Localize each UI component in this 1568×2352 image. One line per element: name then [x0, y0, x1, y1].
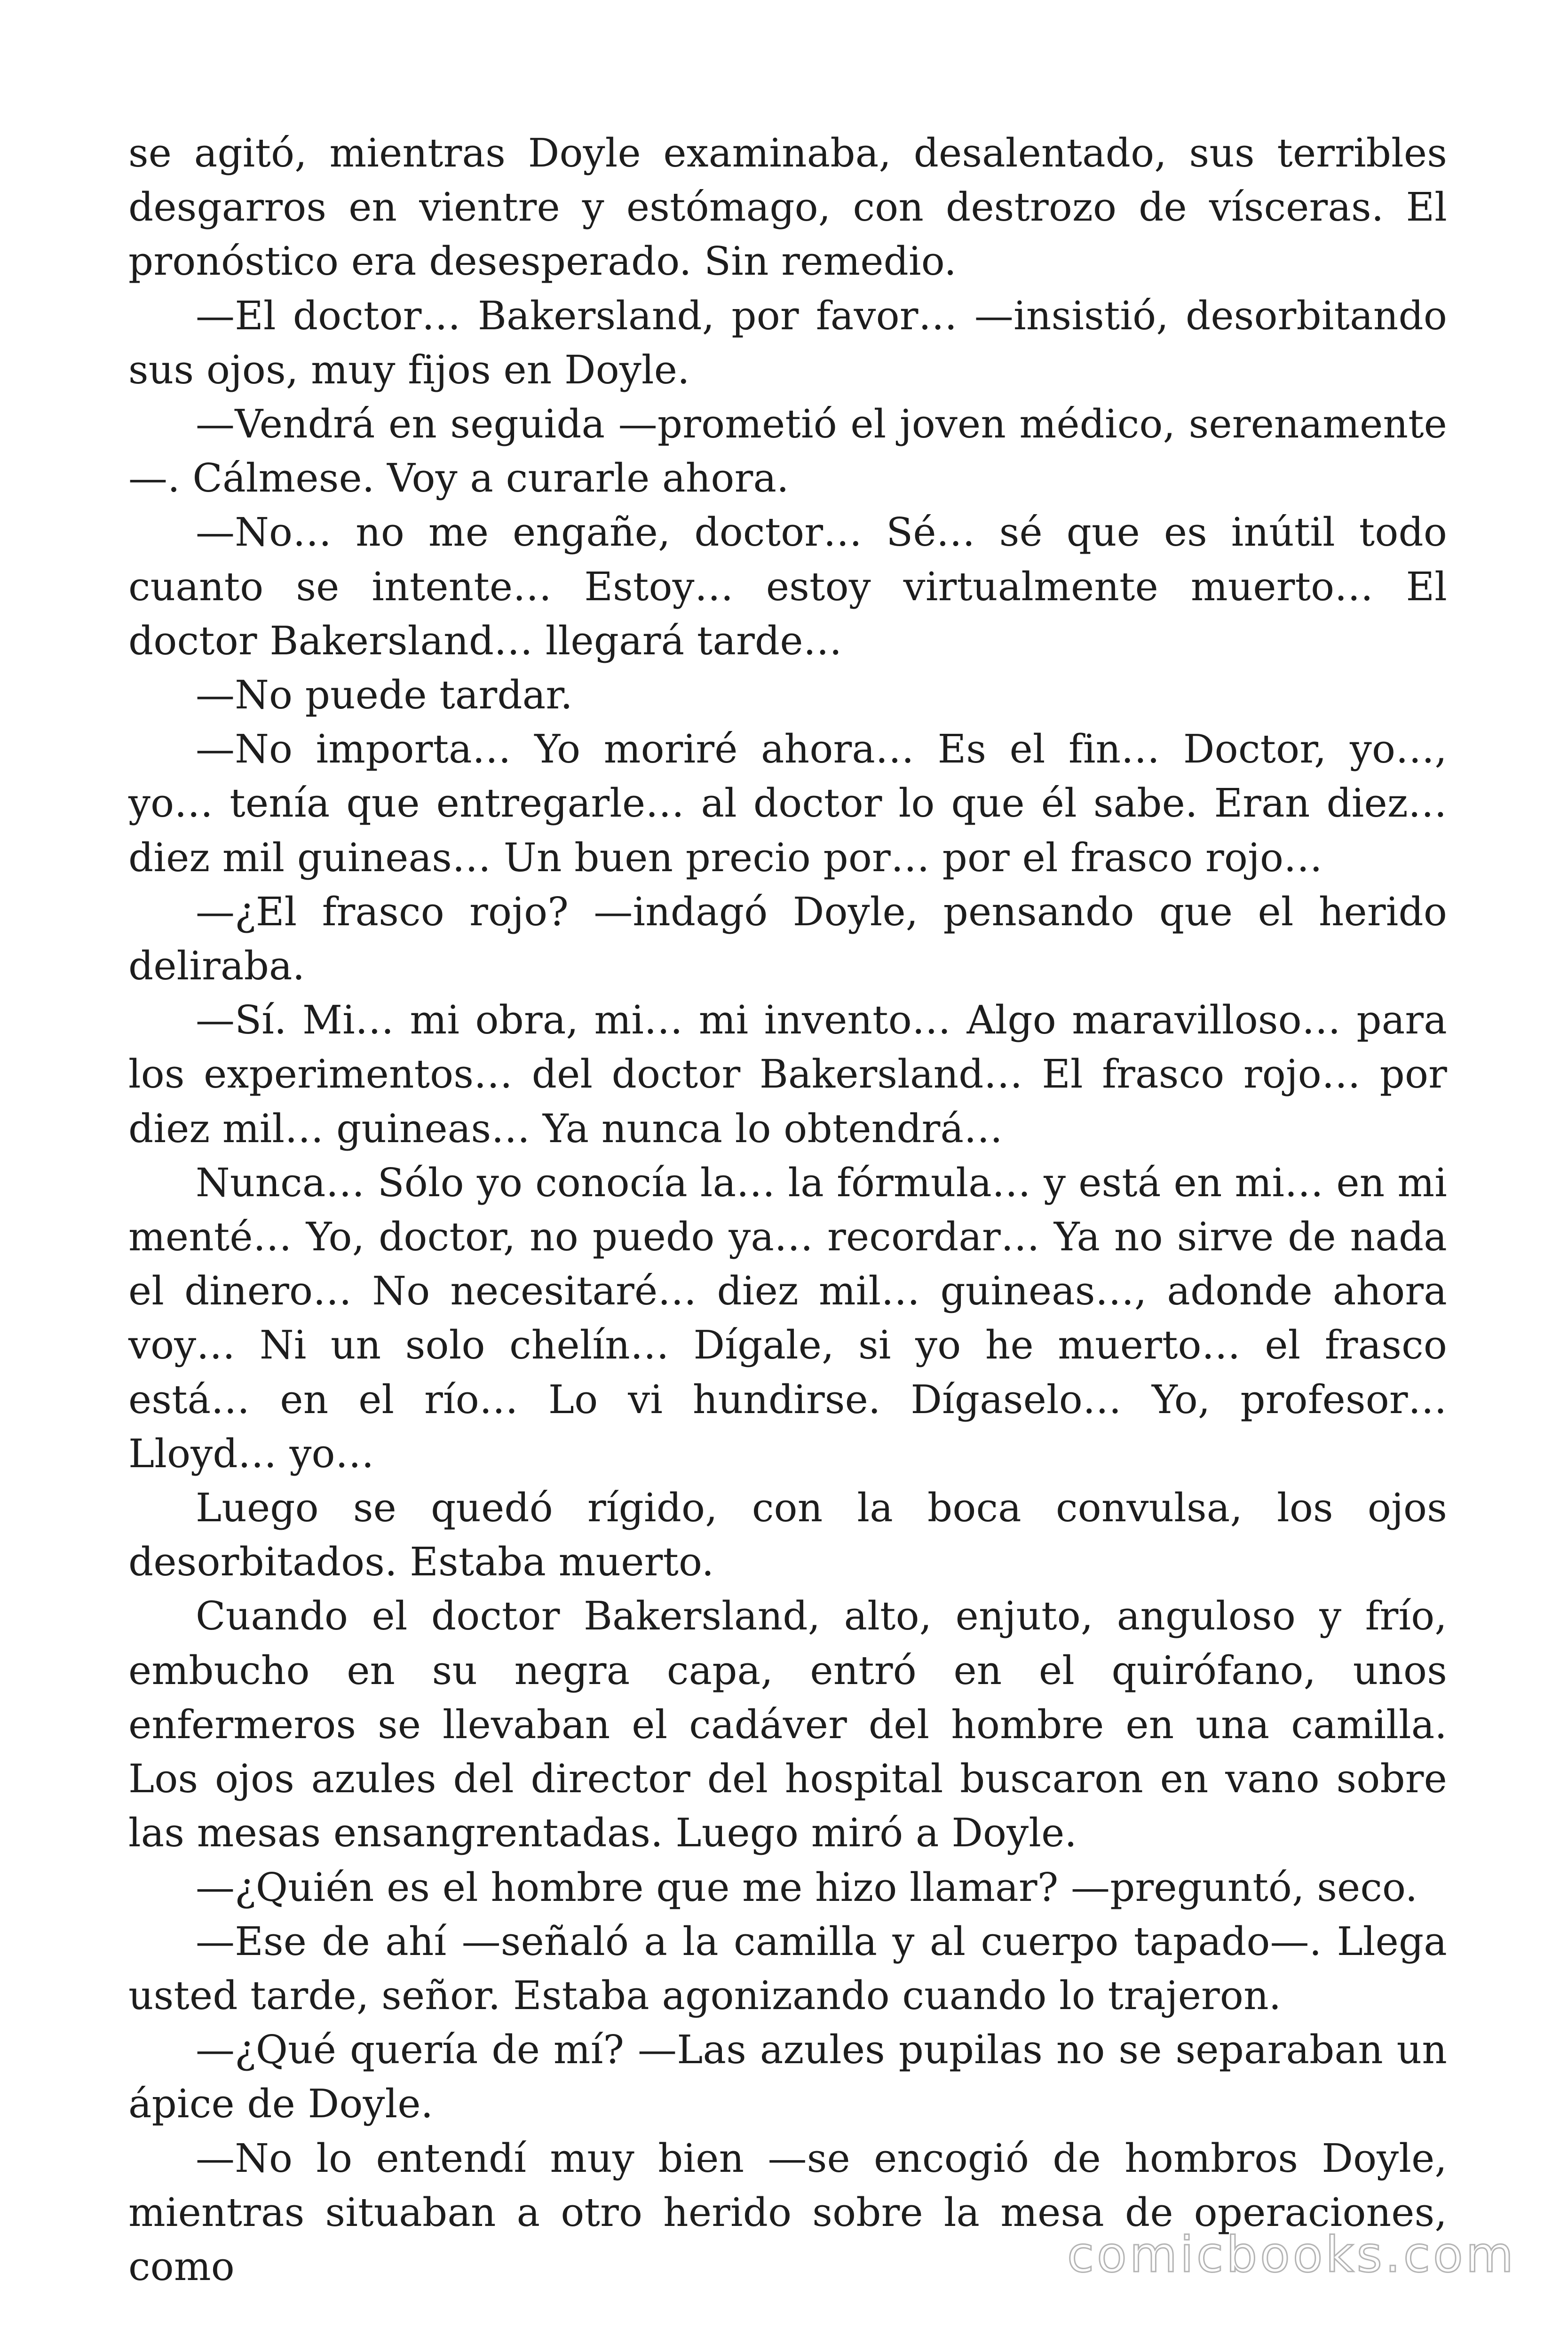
paragraph-15: —No lo entendí muy bien —se encogió de hombros Doyle, mientras situaban a otro herido sobre la mesa de operaciones, como [128, 2135, 1447, 2289]
paragraph-9: Nunca… Sólo yo conocía la… la fórmula… y está en mi… en mi menté… Yo, doctor, no puedo ya… recordar… Ya no sirve de nada el dinero… No necesitaré… diez mil… guineas…, adonde ahora voy… Ni un solo chelín… Dígale, si yo he muerto… el frasco está… en el río… Lo vi hundirse. Dígaselo… Yo, profesor… Lloyd… yo… [128, 1160, 1447, 1477]
paragraph-1: se agitó, mientras Doyle examinaba, desalentado, sus terribles desgarros en vientre y estómago, con destrozo de vísceras. El pronóstico era desesperado. Sin remedio. [128, 130, 1447, 285]
paragraph-6: —No importa… Yo moriré ahora… Es el fin… Doctor, yo…, yo… tenía que entregarle… al doctor lo que él sabe. Eran diez… diez mil guineas… Un buen precio por… por el frasco rojo… [128, 726, 1447, 881]
paragraph-5: —No puede tardar. [196, 672, 573, 718]
paragraph-11: Cuando el doctor Bakersland, alto, enjuto, anguloso y frío, embucho en su negra capa, entró en el quirófano, unos enfermeros se llevaban el cadáver del hombre en una camilla. Los ojos azules del director del hospital buscaron en vano sobre las mesas ensangrentadas. Luego miró a Doyle. [128, 1593, 1447, 1856]
paragraph-8: —Sí. Mi… mi obra, mi… mi invento… Algo maravilloso… para los experimentos… del doctor Bakersland… El frasco rojo… por diez mil… guineas… Ya nunca lo obtendrá… [128, 997, 1447, 1152]
paragraph-3: —Vendrá en seguida —prometió el joven médico, serenamente —. Cálmese. Voy a curarle ahora. [128, 401, 1447, 501]
watermark: comicbooks.com [1067, 2226, 1516, 2283]
paragraph-7: —¿El frasco rojo? —indagó Doyle, pensando que el herido deliraba. [128, 889, 1447, 989]
paragraph-4: —No… no me engañe, doctor… Sé… sé que es inútil todo cuanto se intente… Estoy… estoy virtualmente muerto… El doctor Bakersland… llegará tarde… [128, 509, 1447, 664]
paragraph-13: —Ese de ahí —señaló a la camilla y al cuerpo tapado—. Llega usted tarde, señor. Estaba agonizando cuando lo trajeron. [128, 1918, 1447, 2018]
book-page-text [128, 126, 1447, 2294]
paragraph-2: —El doctor… Bakersland, por favor… —insistió, desorbitando sus ojos, muy fijos en Doyle. [128, 293, 1447, 393]
paragraph-12: —¿Quién es el hombre que me hizo llamar? —preguntó, seco. [196, 1864, 1418, 1910]
paragraph-14: —¿Qué quería de mí? —Las azules pupilas no se separaban un ápice de Doyle. [128, 2027, 1447, 2127]
paragraph-10: Luego se quedó rígido, con la boca convulsa, los ojos desorbitados. Estaba muerto. [128, 1485, 1447, 1585]
